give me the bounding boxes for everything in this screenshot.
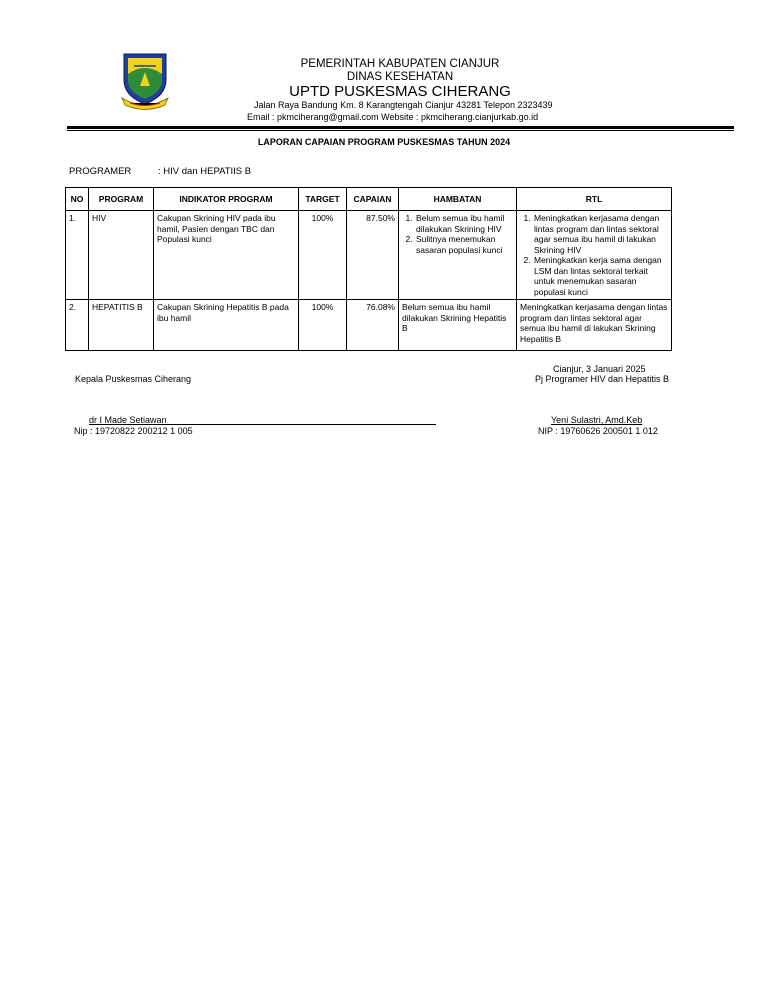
col-header-indikator: INDIKATOR PROGRAM	[154, 188, 299, 211]
cell-rtl	[517, 211, 672, 300]
cell-indikator: Cakupan Skrining HIV pada ibu hamil, Pasien dengan TBC dan Populasi kunci	[154, 211, 299, 300]
header-address: Jalan Raya Bandung Km. 8 Karangtengah Cianjur 43281 Telepon 2323439	[254, 100, 553, 110]
col-header-hambatan: HAMBATAN	[399, 188, 517, 211]
cell-target: 100%	[299, 211, 347, 300]
rtl-item: 1. Meningkatkan kerjasama dengan lintas program dan lintas sektoral agar semua ibu hamil di lakukan Skrining HIV	[533, 213, 668, 255]
cell-program: HEPATITIS B	[89, 300, 154, 351]
cell-rtl: Meningkatkan kerjasama dengan lintas program dan lintas sektoral agar semua ibu hamil di lakukan Skrining Hepatitis B	[517, 300, 672, 351]
programer-label: PROGRAMER	[69, 166, 132, 177]
left-signatory-title: Kepala Puskesmas Ciherang	[75, 374, 192, 384]
cell-hambatan: Belum semua ibu hamil dilakukan Skrining Hepatitis B	[399, 300, 517, 351]
right-signatory-name: Yeni Sulastri, Amd.Keb	[551, 415, 643, 425]
col-header-program: PROGRAM	[89, 188, 154, 211]
header-contact: Email : pkmciherang@gmail.com Website : pkmciherang.cianjurkab.go.id	[247, 112, 539, 122]
cell-indikator: Cakupan Skrining Hepatitis B pada ibu hamil	[154, 300, 299, 351]
table-row	[66, 300, 672, 351]
table-header-row	[66, 188, 672, 211]
col-header-no: NO	[66, 188, 89, 211]
left-signatory-nip: Nip : 19720822 200212 1 005	[74, 426, 193, 436]
cell-capaian: 76.08%	[347, 300, 399, 351]
right-signatory-nip: NIP : 19760626 200501 1 012	[538, 426, 658, 436]
left-signatory-name: dr I Made Setiawan	[89, 415, 167, 425]
header-institution: UPTD PUSKESMAS CIHERANG	[289, 83, 511, 100]
header-divider-thick	[67, 126, 734, 129]
cell-program: HIV	[89, 211, 154, 300]
programer-value: : HIV dan HEPATIIS B	[158, 166, 252, 177]
hambatan-item: 2. Sulitnya menemukan sasaran populasi kunci	[415, 234, 513, 255]
place-date: Cianjur, 3 Januari 2025	[553, 364, 646, 374]
cell-no: 1.	[66, 211, 89, 300]
cell-target: 100%	[299, 300, 347, 351]
report-title: LAPORAN CAPAIAN PROGRAM PUSKESMAS TAHUN 2024	[257, 137, 511, 147]
header-government: PEMERINTAH KABUPATEN CIANJUR	[300, 58, 500, 70]
cell-capaian: 87.50%	[347, 211, 399, 300]
header-department: DINAS KESEHATAN	[346, 71, 454, 83]
table-row	[66, 211, 672, 300]
right-signatory-title: Pj Programer HIV dan Hepatitis B	[535, 374, 670, 384]
rtl-item: 2. Meningkatkan kerja sama dengan LSM dan lintas sektoral terkait untuk menemukan sasaran populasi kunci	[533, 255, 668, 297]
col-header-rtl: RTL	[517, 188, 672, 211]
cell-hambatan	[399, 211, 517, 300]
col-header-target: TARGET	[299, 188, 347, 211]
col-header-capaian: CAPAIAN	[347, 188, 399, 211]
cianjur-regency-emblem-icon	[120, 52, 170, 110]
signature-line	[89, 424, 436, 425]
cell-no: 2.	[66, 300, 89, 351]
program-achievement-table	[65, 187, 672, 351]
header-divider-thin	[67, 130, 734, 131]
hambatan-item: 1. Belum semua ibu hamil dilakukan Skrining HIV	[415, 213, 513, 234]
